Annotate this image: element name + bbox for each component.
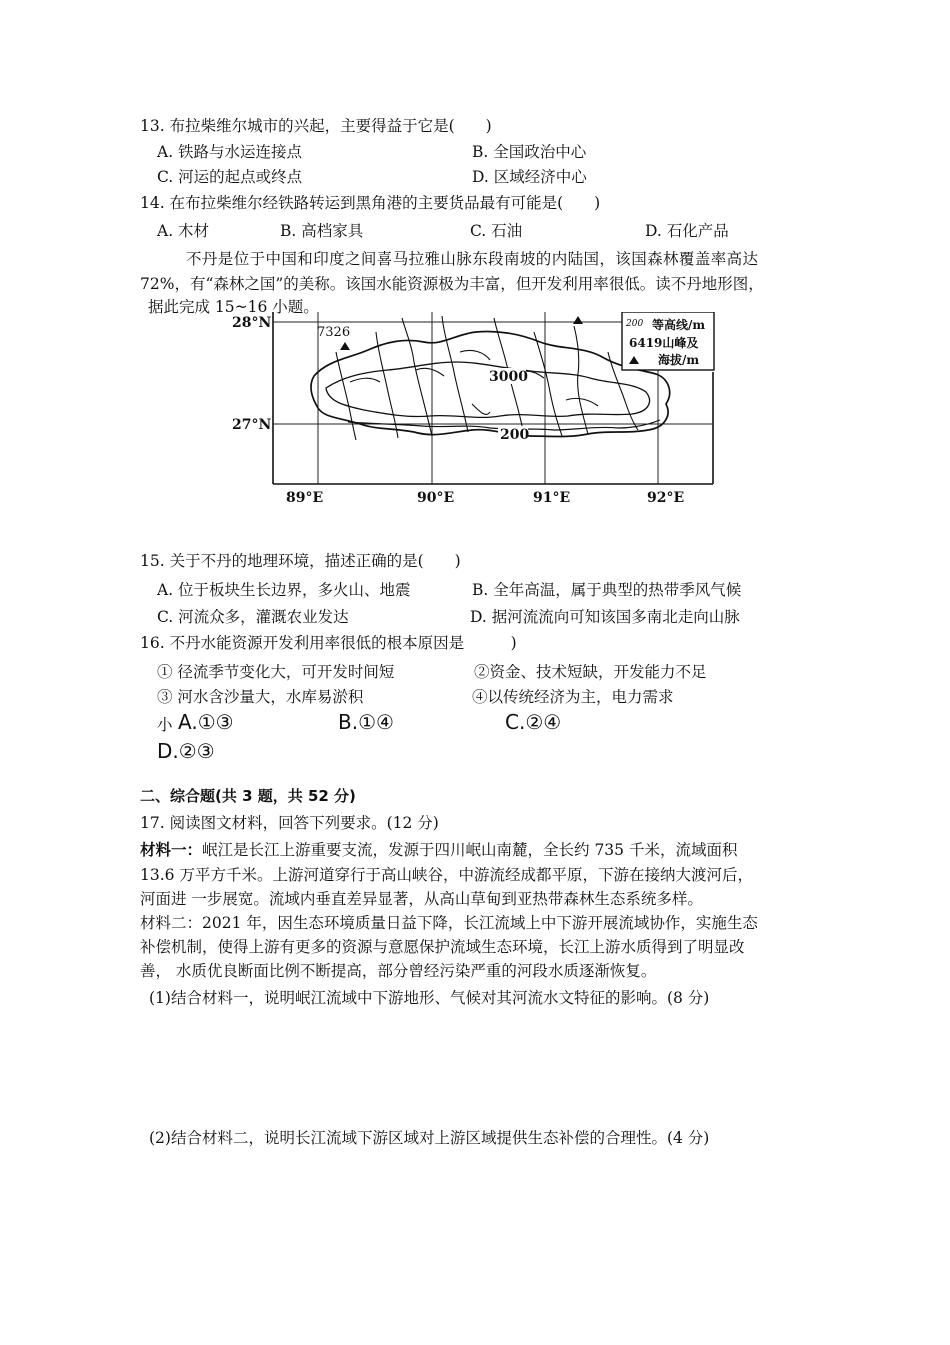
legend-peak: 6419山峰及: [629, 336, 699, 350]
q15-option-c: C. 河流众多，灌溉农业发达: [157, 608, 349, 626]
q17-material-1-line-3: 河面进 一步展宽。流域内垂直差异显著，从高山草甸到亚热带森林生态系统多样。: [140, 890, 703, 908]
contour-label-200: 200: [500, 427, 530, 443]
river-network: [336, 316, 638, 440]
lon-label-89e: 89°E: [286, 490, 324, 506]
intro-line-3: 据此完成 15~16 小题。: [148, 298, 319, 316]
q17-material-2-line-3: 善， 水质优良断面比例不断提高，部分曾经污染严重的河段水质逐渐恢复。: [140, 962, 657, 980]
q16-stem: 16. 不丹水能资源开发利用率很低的根本原因是 ): [140, 634, 517, 652]
legend-contour: 等高线/m: [652, 318, 706, 332]
q14-stem: 14. 在布拉柴维尔经铁路转运到黑角港的主要货品最有可能是( ): [140, 194, 601, 212]
lat-label-27n: 27°N: [232, 417, 272, 433]
q16-item-3: ③ 河水含沙量大，水库易淤积: [157, 688, 364, 706]
q15-option-a: A. 位于板块生长边界，多火山、地震: [157, 581, 411, 599]
q17-stem: 17. 阅读图文材料，回答下列要求。(12 分): [140, 814, 439, 832]
q15-option-d: D. 据河流流向可知该国多南北走向山脉: [470, 608, 740, 626]
q16-choice-d: D.②③: [157, 739, 215, 763]
q17-material-2-line-1: 材料二：2021 年，因生态环境质量日益下降，长江流域上中下游开展流域协作，实施生态: [140, 914, 758, 932]
intro-line-1: 不丹是位于中国和印度之间喜马拉雅山脉东段南坡的内陆国，该国森林覆盖率高达: [186, 250, 759, 268]
contour-label-3000: 3000: [489, 369, 528, 385]
q14-option-d: D. 石化产品: [645, 222, 729, 240]
q17-sub-question-2: (2)结合材料二，说明长江流域下游区域对上游区域提供生态补偿的合理性。(4 分): [149, 1129, 710, 1147]
q13-option-b: B. 全国政治中心: [472, 143, 587, 161]
legend-altitude: 海拔/m: [658, 353, 700, 367]
q17-sub-question-1: (1)结合材料一，说明岷江流域中下游地形、气候对其河流水文特征的影响。(8 分): [149, 989, 710, 1007]
peak-marker-7326: [340, 342, 350, 350]
bhutan-terrain-map: [228, 312, 748, 512]
q16-small: 小: [157, 716, 173, 734]
q13-stem: 13. 布拉柴维尔城市的兴起，主要得益于它是( ): [140, 117, 492, 135]
peak-label: 7326: [317, 325, 351, 340]
q13-option-a: A. 铁路与水运连接点: [157, 143, 303, 161]
legend-contour-sample: 200: [626, 319, 644, 329]
q16-item-2: ②资金、技术短缺，开发能力不足: [474, 663, 707, 681]
lat-label-28n: 28°N: [232, 315, 272, 331]
q14-option-a: A. 木材: [157, 222, 210, 240]
q15-option-b: B. 全年高温，属于典型的热带季风气候: [472, 581, 742, 599]
intro-line-2: 72%，有“森林之国”的美称。该国水能资源极为丰富，但开发利用率很低。读不丹地形图，: [140, 275, 764, 293]
contour-3000: [326, 362, 650, 417]
q13-option-c: C. 河运的起点或终点: [157, 168, 303, 186]
section-2-title: 二、综合题(共 3 题，共 52 分): [140, 787, 356, 805]
q17-material-1-text: 岷江是长江上游重要支流，发源于四川岷山南麓，全长约 735 千米，流域面积: [202, 841, 738, 859]
q17-material-1-label: 材料一：: [140, 840, 203, 859]
map-legend: [622, 312, 714, 370]
q14-option-c: C. 石油: [470, 222, 523, 240]
peak-marker-east: [573, 316, 583, 324]
q16-choice-b: B.①④: [338, 710, 394, 734]
q17-material-1-line-2: 13.6 万平方千米。上游河道穿行于高山峡谷，中游流经成都平原，下游在接纳大渡河后，: [140, 866, 753, 884]
q14-option-b: B. 高档家具: [280, 222, 364, 240]
q16-choice-c: C.②④: [505, 710, 562, 734]
q13-option-d: D. 区域经济中心: [472, 168, 587, 186]
q17-material-1-line-1: [140, 840, 737, 860]
q15-stem: 15. 关于不丹的地理环境，描述正确的是( ): [140, 552, 461, 570]
lon-label-90e: 90°E: [417, 490, 455, 506]
q16-item-1: ① 径流季节变化大，可开发时间短: [157, 663, 395, 681]
lon-label-92e: 92°E: [647, 490, 685, 506]
q16-choice-a: A.①③: [178, 710, 234, 734]
q17-material-2-line-2: 补偿机制，使得上游有更多的资源与意愿保护流域生态环境，长江上游水质得到了明显改: [140, 938, 745, 956]
lon-label-91e: 91°E: [533, 490, 571, 506]
q16-item-4: ④以传统经济为主，电力需求: [472, 688, 674, 706]
